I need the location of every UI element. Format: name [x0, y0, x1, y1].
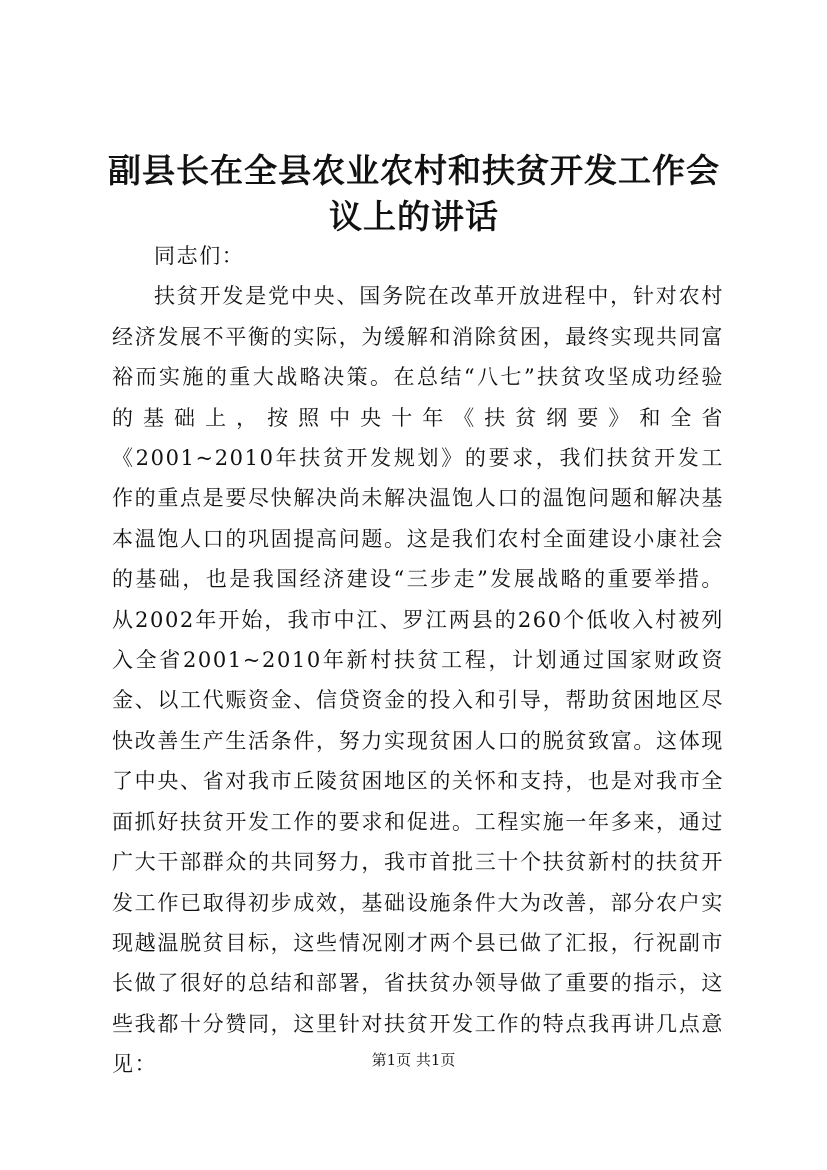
greeting: 同志们：	[154, 244, 245, 268]
document-title: 副县长在全县农业农村和扶贫开发工作会议上的讲话	[108, 151, 720, 236]
page-footer: 第1页 共1页	[371, 1051, 456, 1069]
document-body	[112, 236, 724, 1085]
body-paragraph: 扶贫开发是党中央、国务院在改革开放进程中，针对农村经济发展不平衡的实际，为缓解和消除贫困，最终实现共同富裕而实施的重大战略决策。在总结“八七”扶贫攻坚成功经验的基础上，按照中央十年《扶贫纲要》和全省《2001~2010年扶贫开发规划》的要求，我们扶贫开发工作的重点是要尽快解决尚未解决温饱人口的温饱问题和解决基本温饱人口的巩固提高问题。这是我们农村全面建设小康社会的基础，也是我国经济建设“三步走”发展战略的重要举措。从2002年开始，我市中江、罗江两县的260个低收入村被列入全省2001~2010年新村扶贫工程，计划通过国家财政资金、以工代赈资金、信贷资金的投入和引导，帮助贫困地区尽快改善生产生活条件，努力实现贫困人口的脱贫致富。这体现了中央、省对我市丘陵贫困地区的关怀和支持，也是对我市全面抓好扶贫开发工作的要求和促进。工程实施一年多来，通过广大干部群众的共同努力，我市首批三十个扶贫新村的扶贫开发工作已取得初步成效，基础设施条件大为改善，部分农户实现越温脱贫目标，这些情况刚才两个县已做了汇报，行祝副市长做了很好的总结和部署，省扶贫办领导做了重要的指示，这些我都十分赞同，这里针对扶贫开发工作的特点我再讲几点意见：	[112, 284, 724, 1077]
